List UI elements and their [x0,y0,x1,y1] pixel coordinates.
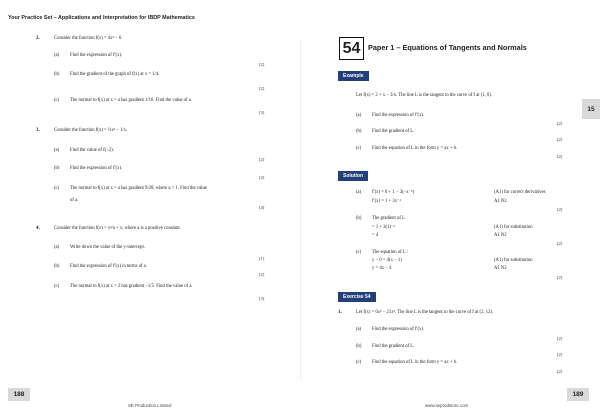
question-3c-text-continued: of a. [70,198,79,203]
question-3b-marks: [2] [259,175,265,180]
question-4-stem: Consider the function f(x) = x²/a + x, where a is a positive constant. [54,226,181,231]
exercise-q1c-marks: [2] [557,369,563,374]
question-4a-text: Write down the value of the y-intercept. [70,245,145,250]
question-2c-text: The normal to f(x) at x = a has gradient 1/16. Find the value of a. [70,98,193,103]
question-4b-marks: [2] [259,272,265,277]
solution-b-note1: (A1) for substitution [494,225,533,230]
example-heading: Example [338,71,369,81]
exercise-q1-number: 1. [338,310,342,315]
example-a-label: (a) [356,113,362,118]
solution-a-line2: f′(x) = 1 + 3x⁻² [372,199,401,204]
example-c-label: (c) [356,146,362,151]
chapter-side-tab: 15 [582,99,600,119]
solution-b-label: (b) [356,216,362,221]
exercise-q1b-marks: [2] [557,352,563,357]
solution-c-note1: (A1) for substitution [494,258,533,263]
solution-c-marks: [2] [557,275,563,280]
exercise-q1c-label: (c) [356,360,362,365]
exercise-q1a-label: (a) [356,327,362,332]
right-footer: www.seprodstore.com [425,403,469,408]
exercise-q1a-marks: [2] [557,336,563,341]
question-2a-text: Find the expression of f′(x). [70,53,123,58]
solution-a-note2: A1 N2 [494,199,507,204]
question-2-stem: Consider the function f(x) = 4x³ − 6. [54,36,123,41]
question-4-number: 4. [36,226,40,231]
right-page-number: 189 [567,388,589,401]
solution-c-line3: y = 4x − 4 [372,266,392,271]
question-4b-text: Find the expression of f′(x) in terms of a. [70,264,147,269]
question-3-number: 3. [36,128,40,133]
question-3-stem: Consider the function f(x) = ½x² − 1/x. [54,128,128,133]
question-3c-text: The normal to f(x) at x = a has gradient 9/28, where a > 1. Find the value [70,186,207,191]
exercise-q1-stem: Let f(x) = 6x³ − 21x². The line L is the tangent to the curve of f at (2, 12). [356,310,494,315]
example-a-marks: [2] [557,121,563,126]
question-2c-label: (c) [54,98,60,103]
solution-heading: Solution [338,171,368,181]
left-footer: SE Production Limited [128,403,172,408]
running-head: Your Practice Set – Applications and Interpretation for IBDP Mathematics [8,15,195,21]
question-2a-marks: [2] [259,62,265,67]
solution-b-line2: = 1 + 3(1)⁻² [372,225,395,230]
question-2-number: 2. [36,36,40,41]
exercise-q1a-text: Find the expression of f′(x). [372,327,425,332]
solution-c-line1: The equation of L : [372,250,409,255]
question-3b-label: (b) [54,166,60,171]
example-b-marks: [2] [557,137,563,142]
question-2b-text: Find the gradient of the graph of f(x) at x = 1/4. [70,72,160,77]
solution-a-line1: f′(x) = 0 + 1 − 3(−x⁻²) [372,190,415,195]
question-3b-text: Find the expression of f′(x). [70,166,123,171]
question-4c-label: (c) [54,284,60,289]
solution-b-note2: A1 N2 [494,233,507,238]
example-c-marks: [2] [557,154,563,159]
question-2b-marks: [2] [259,86,265,91]
solution-c-label: (c) [356,250,362,255]
question-4c-text: The normal to f(x) at x = 2 has gradient −1/5. Find the value of a. [70,284,193,289]
question-4a-marks: [1] [259,256,265,261]
example-b-text: Find the gradient of L. [372,129,415,134]
solution-b-line3: = 4 [372,233,379,238]
question-2c-marks: [3] [259,110,265,115]
solution-b-marks: [2] [557,241,563,246]
example-c-text: Find the equation of L in the form y = ax + b. [372,146,458,151]
chapter-number-badge: 54 [339,37,364,60]
question-3c-marks: [4] [259,205,265,210]
example-a-text: Find the expression of f′(x). [372,113,425,118]
solution-c-note2: A1 N2 [494,266,507,271]
example-b-label: (b) [356,129,362,134]
question-4b-label: (b) [54,264,60,269]
chapter-title: Paper 1 – Equations of Tangents and Normals [368,43,527,52]
left-page-number: 188 [8,388,30,401]
exercise-q1c-text: Find the equation of L in the form y = ax + b. [372,360,458,365]
question-3a-text: Find the value of f(−2). [70,148,114,153]
question-4c-marks: [3] [259,296,265,301]
solution-c-line2: y − 0 = 4(x − 1) [372,258,402,263]
question-4a-label: (a) [54,245,60,250]
exercise-q1b-text: Find the gradient of L. [372,344,415,349]
question-2b-label: (b) [54,72,60,77]
exercise-heading: Exercise 54 [338,292,376,302]
exercise-q1b-label: (b) [356,344,362,349]
question-2a-label: (a) [54,53,60,58]
example-stem: Let f(x) = 2 + x − 3/x. The line L is the tangent to the curve of f at (1, 0). [356,93,493,98]
solution-a-marks: [2] [557,207,563,212]
solution-a-note1: (A1) for correct derivatives [494,190,546,195]
question-3a-label: (a) [54,148,60,153]
solution-b-line1: The gradient of L [372,216,405,221]
page-gutter [300,40,301,380]
solution-a-label: (a) [356,190,362,195]
question-3a-marks: [2] [259,157,265,162]
question-3c-label: (c) [54,186,60,191]
